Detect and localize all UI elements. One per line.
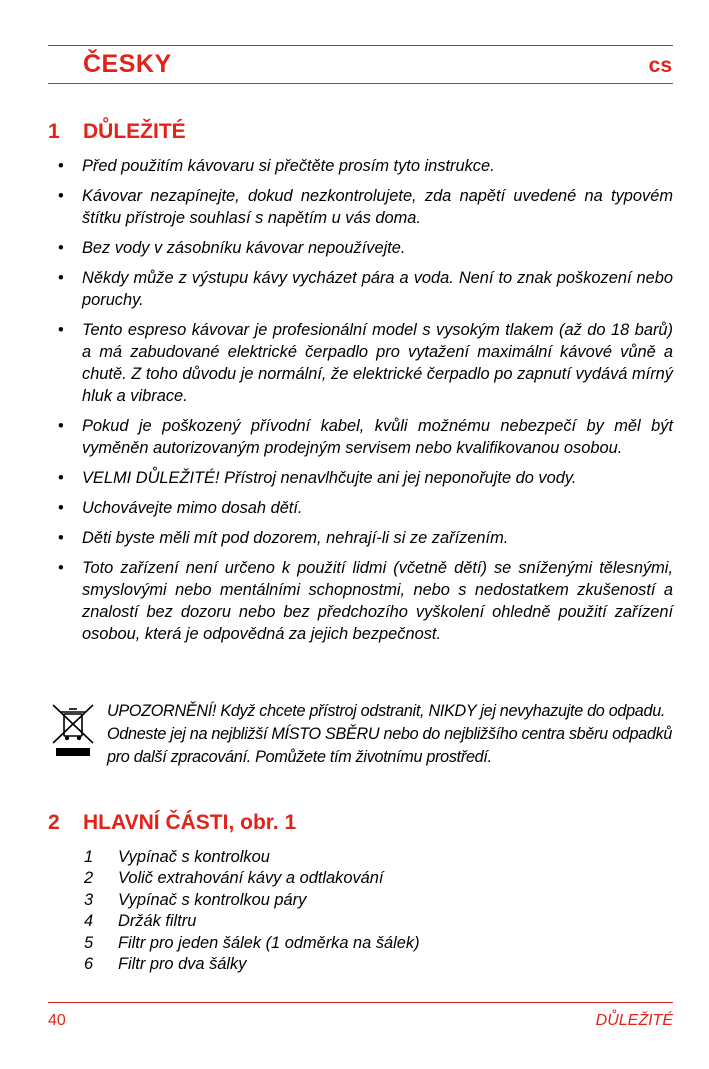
- list-item-text: Bez vody v zásobníku kávovar nepoužívejte.: [82, 239, 406, 257]
- part-number: 6: [84, 955, 94, 974]
- section-1-title: DŮLEŽITÉ: [83, 120, 186, 143]
- list-item-text: Pokud je poškozený přívodní kabel, kvůli možnému nebezpečí by měl být vyměněn autorizovaným prodejným servisem nebo kvalifikovanou osobou.: [82, 417, 673, 457]
- list-item: [58, 185, 673, 229]
- list-item: [84, 847, 420, 868]
- list-item-text: Tento espreso kávovar je profesionální model s vysokým tlakem (až do 18 barů) a má zabudované elektrické čerpadlo pro vytažení maximální kávové vůně a chutě. Z toho důvodu je normální, že elektrické čerpadlo po zapnutí vydává mírný hluk a vibrace.: [82, 321, 673, 405]
- list-item: [58, 267, 673, 311]
- bullet-marker: •: [58, 157, 64, 175]
- bullet-marker: •: [58, 187, 64, 205]
- list-item-text: VELMI DŮLEŽITÉ! Přístroj nenavlhčujte ani jej neponořujte do vody.: [82, 469, 577, 487]
- list-item: [84, 954, 420, 975]
- parts-list: [84, 847, 420, 975]
- section-2-number: 2: [48, 811, 60, 834]
- part-label: Vypínač s kontrolkou: [118, 848, 270, 866]
- section-1-number: 1: [48, 120, 60, 143]
- part-label: Volič extrahování kávy a odtlakování: [118, 869, 384, 888]
- list-item: [58, 467, 673, 489]
- list-item: [84, 890, 420, 911]
- part-label: Držák filtru: [118, 912, 197, 931]
- section-2-title: HLAVNÍ ČÁSTI, obr. 1: [83, 811, 297, 834]
- bullet-marker: •: [58, 269, 64, 287]
- list-item: [58, 415, 673, 459]
- list-item-text: Děti byste měli mít pod dozorem, nehrají-li si ze zařízením.: [82, 529, 509, 547]
- part-label: Vypínač s kontrolkou páry: [118, 890, 307, 909]
- part-number: 4: [84, 912, 94, 931]
- footer-rule: [48, 1002, 673, 1003]
- important-bullet-list: [58, 155, 673, 653]
- footer-section-label: DŮLEŽITÉ: [595, 1012, 673, 1029]
- header-top-rule: [48, 45, 673, 46]
- list-item-text: Někdy může z výstupu kávy vycházet pára a voda. Není to znak poškození nebo poruchy.: [82, 269, 673, 309]
- list-item-text: Kávovar nezapínejte, dokud nezkontrolujete, zda napětí uvedené na typovém štítku přístroje souhlasí s napětím u vás doma.: [82, 187, 673, 227]
- bullet-marker: •: [58, 499, 64, 517]
- bullet-marker: •: [58, 321, 64, 339]
- part-label: Filtr pro dva šálky: [118, 955, 247, 974]
- list-item: [58, 319, 673, 407]
- disposal-warning: [48, 700, 673, 770]
- part-number: 2: [84, 869, 94, 888]
- part-number: 1: [84, 848, 94, 866]
- bullet-marker: •: [58, 239, 64, 257]
- section-1-heading: [48, 120, 186, 144]
- page-number: 40: [48, 1012, 66, 1029]
- bullet-marker: •: [58, 529, 64, 547]
- list-item-text: Toto zařízení není určeno k použití lidmi (včetně dětí) se sníženými tělesnými, smyslovými nebo mentálními schopnostmi, nebo s nedostatkem zkušeností a znalostí bez dozoru nebo bez předchozího vyškolení ohledně použití zařízení osobou, která je odpovědná za jejich bezpečnost.: [82, 559, 673, 643]
- list-item: [84, 868, 420, 889]
- part-number: 5: [84, 933, 94, 952]
- section-2-heading: [48, 811, 296, 835]
- list-item: [58, 527, 673, 549]
- list-item: [84, 933, 420, 954]
- bullet-marker: •: [58, 559, 64, 577]
- header-bottom-rule: [48, 83, 673, 84]
- warning-text: UPOZORNĚNÍ! Když chcete přístroj odstranit, NIKDY jej nevyhazujte do odpadu. Odneste jej na nejbližší MÍSTO SBĚRU nebo do nejbližšího centra sběru odpadků pro další zpracování. Pomůžete tím životnímu prostředí.: [107, 702, 673, 767]
- list-item: [58, 237, 673, 259]
- language-code: cs: [648, 54, 672, 77]
- list-item: [84, 911, 420, 932]
- language-title: ČESKY: [83, 50, 172, 78]
- part-number: 3: [84, 890, 94, 909]
- list-item-text: Před použitím kávovaru si přečtěte prosím tyto instrukce.: [82, 157, 495, 175]
- list-item: [58, 557, 673, 645]
- list-item-text: Uchovávejte mimo dosah dětí.: [82, 499, 303, 517]
- part-label: Filtr pro jeden šálek (1 odměrka na šálek): [118, 933, 420, 952]
- list-item: [58, 155, 673, 177]
- list-item: [58, 497, 673, 519]
- bullet-marker: •: [58, 469, 64, 487]
- bullet-marker: •: [58, 417, 64, 435]
- crossed-out-wheelie-bin-icon: [52, 704, 94, 760]
